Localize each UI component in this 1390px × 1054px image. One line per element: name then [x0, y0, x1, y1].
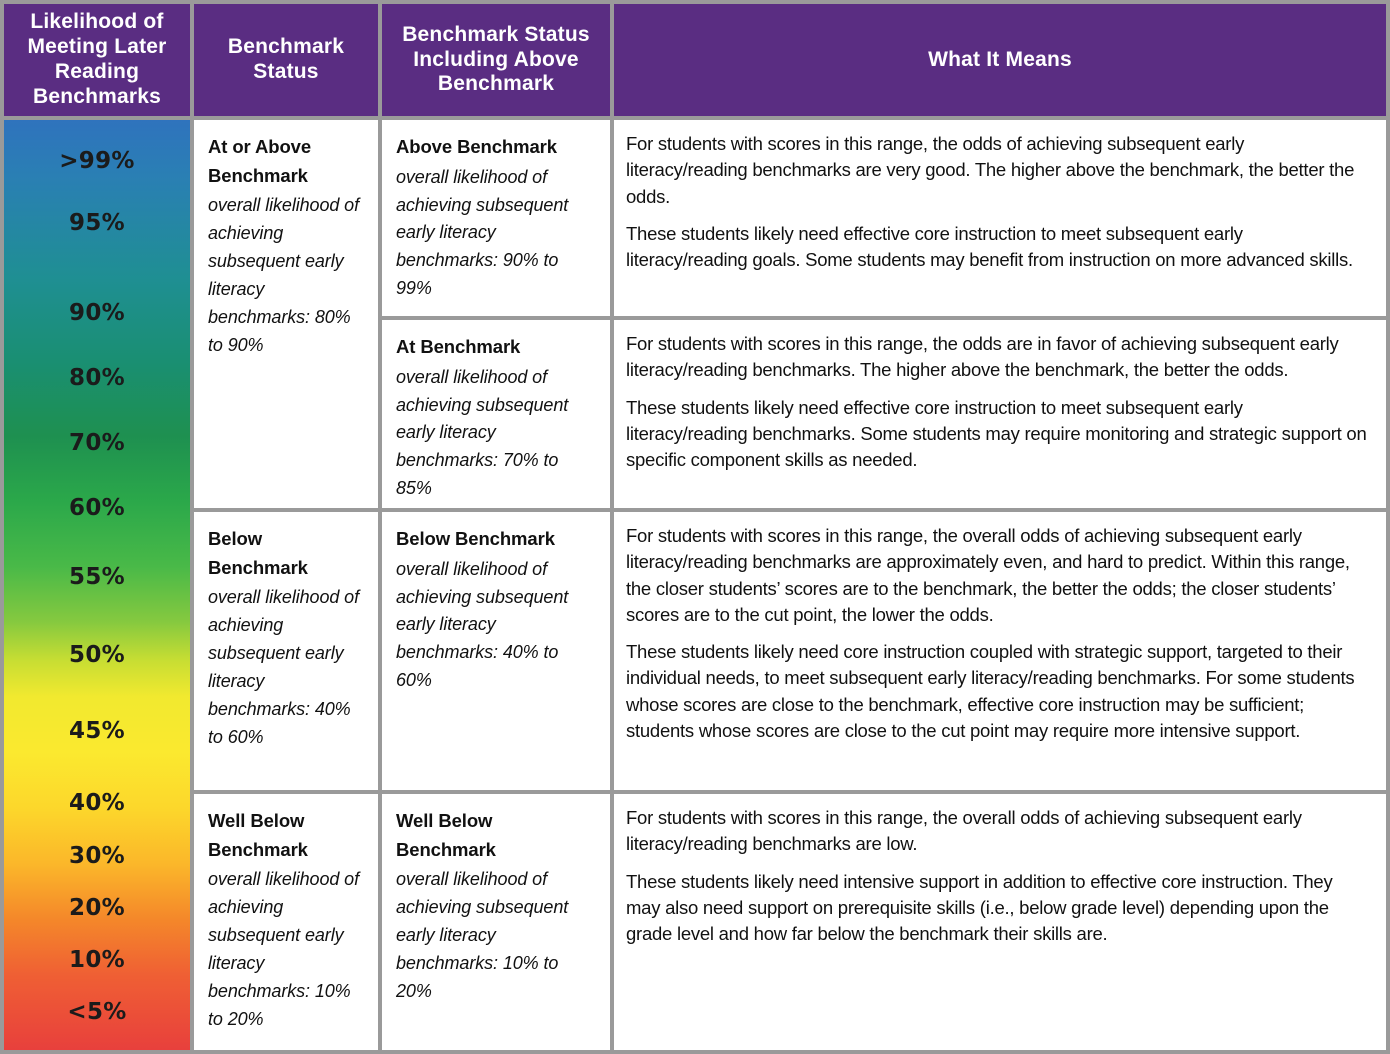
status-detail: overall likelihood of achieving subsequent early literacy benchmarks: 80% to 90% [208, 195, 359, 355]
scale-tick: 70% [69, 430, 125, 456]
scale-tick: 30% [69, 843, 125, 869]
substatus-detail: overall likelihood of achieving subsequent early literacy benchmarks: 10% to 20% [396, 869, 569, 1001]
status-detail: overall likelihood of achieving subsequent early literacy benchmarks: 10% to 20% [208, 869, 359, 1029]
status-cell-below-benchmark [194, 512, 378, 790]
header-line: Benchmark [227, 35, 345, 59]
status-title: At or Above Benchmark [208, 136, 312, 186]
meaning-paragraph: These students likely need effective core instruction to meet subsequent early literacy/reading goals. Some students may benefit from instruction on more advanced skills. [626, 222, 1353, 271]
header-line: Benchmark Status [402, 22, 590, 46]
meaning-paragraph: For students with scores in this range, the odds of achieving subsequent early literacy/reading benchmarks are very good. The higher above the benchmark, the better the odds. [626, 133, 1355, 207]
likelihood-gradient-scale [4, 120, 190, 1050]
meaning-cell-above-benchmark [614, 120, 1386, 316]
scale-tick: <5% [67, 999, 127, 1025]
meaning-paragraph: These students likely need intensive support in addition to effective core instruction. They may also need support on prerequisite skills (i.e., below grade level) depending upon the grade level and how far below the benchmark their skills are. [626, 870, 1333, 945]
status-cell-at-or-above-benchmark [194, 120, 378, 508]
scale-tick: >99% [59, 148, 135, 174]
substatus-cell-above-benchmark [382, 120, 610, 316]
meaning-cell-below-benchmark [614, 512, 1386, 790]
header-cell-likelihood [4, 4, 190, 116]
header-cell-benchmark-status [194, 4, 378, 116]
header-line: Reading [54, 60, 140, 83]
status-title: Well Below Benchmark [208, 810, 308, 860]
scale-tick: 55% [69, 564, 125, 590]
meaning-paragraph: For students with scores in this range, the overall odds of achieving subsequent early literacy/reading benchmarks are approximately even, and hard to predict. Within this range, the closer students’ scores are to the benchmark, the better the odds; the closer students’ scores are to the cut point, the lower the odds. [626, 525, 1350, 625]
scale-tick: 90% [69, 300, 125, 326]
meaning-paragraph: For students with scores in this range, the overall odds of achieving subsequent early literacy/reading benchmarks are low. [626, 807, 1302, 855]
scale-tick: 50% [69, 642, 125, 668]
header-line: Meeting Later [27, 35, 167, 59]
scale-tick: 40% [69, 790, 125, 816]
scale-tick: 45% [69, 718, 125, 744]
header-line: Including Above [413, 47, 579, 71]
header-line: What It Means [928, 47, 1072, 71]
header-line: Benchmark [437, 72, 555, 96]
substatus-detail: overall likelihood of achieving subsequent early literacy benchmarks: 90% to 99% [396, 166, 569, 299]
header-cell-status-including-above [382, 4, 610, 116]
meaning-paragraph: These students likely need core instruction coupled with strategic support, targeted to their individual needs, to meet subsequent early literacy/reading benchmarks. For some students whose scores are close to the benchmark, effective core instruction may be sufficient; students whose scores are close to the cut point may require more intensive support. [626, 641, 1355, 741]
scale-tick: 80% [69, 365, 125, 391]
substatus-cell-well-below-benchmark [382, 794, 610, 1050]
header-line: Likelihood of [30, 10, 164, 34]
substatus-detail: overall likelihood of achieving subsequent early literacy benchmarks: 40% to 60% [396, 558, 569, 691]
status-title: Below Benchmark [208, 528, 308, 578]
scale-tick: 60% [69, 495, 125, 521]
substatus-title: Well Below Benchmark [396, 810, 496, 860]
meaning-cell-well-below-benchmark [614, 794, 1386, 1050]
substatus-detail: overall likelihood of achieving subsequent early literacy benchmarks: 70% to 85% [396, 366, 569, 499]
substatus-title: Below Benchmark [396, 528, 555, 549]
substatus-title: Above Benchmark [396, 136, 557, 157]
meaning-cell-at-benchmark [614, 320, 1386, 508]
substatus-cell-below-benchmark [382, 512, 610, 790]
status-cell-well-below-benchmark [194, 794, 378, 1050]
header-line: Benchmarks [32, 84, 162, 108]
scale-tick: 20% [69, 895, 125, 921]
status-detail: overall likelihood of achieving subsequent early literacy benchmarks: 40% to 60% [208, 587, 359, 747]
scale-tick: 10% [69, 947, 125, 973]
substatus-title: At Benchmark [396, 336, 521, 357]
header-cell-what-it-means [614, 4, 1386, 116]
substatus-cell-at-benchmark [382, 320, 610, 508]
meaning-paragraph: For students with scores in this range, the odds are in favor of achieving subsequent early literacy/reading benchmarks. The higher above the benchmark, the better the odds. [626, 333, 1339, 381]
header-line: Status [253, 60, 319, 83]
meaning-paragraph: These students likely need effective core instruction to meet subsequent early literacy/reading benchmarks. Some students may require monitoring and strategic support on specific component skills as needed. [626, 396, 1367, 471]
scale-tick: 95% [69, 210, 125, 236]
